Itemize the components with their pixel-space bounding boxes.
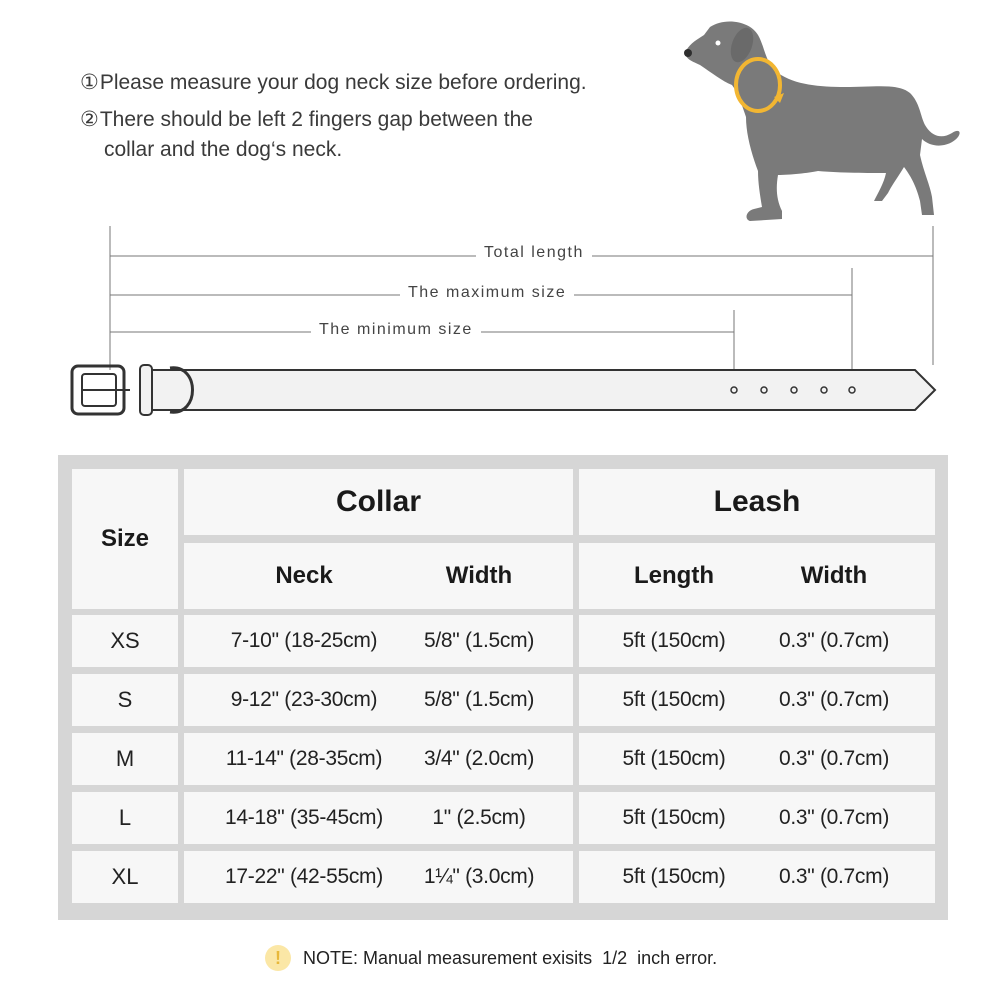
warning-icon: !: [265, 945, 291, 971]
instruction-1-text: Please measure your dog neck size before ordering.: [99, 71, 587, 94]
collar-diagram: [0, 220, 1000, 430]
instruction-2-text-b: collar and the dog‘s neck.: [104, 138, 343, 161]
instruction-1: [80, 68, 587, 98]
leash-width-value: 0.3" (0.7cm): [778, 747, 890, 770]
table-row: [184, 674, 573, 726]
table-row-size: XL: [72, 851, 178, 903]
neck-value: 17-22" (42-55cm): [225, 865, 383, 888]
leash-width-value: 0.3" (0.7cm): [778, 688, 890, 711]
step-number-1: ①: [80, 71, 99, 94]
table-row: [184, 851, 573, 903]
leash-length-value: 5ft (150cm): [622, 806, 726, 829]
instruction-2-text-a: There should be left 2 fingers gap between the: [99, 108, 533, 131]
neck-header: Neck: [275, 562, 333, 589]
minimum-size-label: The minimum size: [311, 321, 481, 339]
table-row: [184, 615, 573, 667]
leash-width-value: 0.3" (0.7cm): [778, 865, 890, 888]
table-row: [579, 851, 935, 903]
collar-subheader-row: [184, 543, 573, 609]
neck-value: 11-14" (28-35cm): [225, 747, 383, 770]
table-row: [579, 733, 935, 785]
table-row-size: XS: [72, 615, 178, 667]
leash-width-value: 0.3" (0.7cm): [778, 629, 890, 652]
neck-value: 14-18" (35-45cm): [225, 806, 383, 829]
collar-width-value: 1¼" (3.0cm): [423, 865, 535, 888]
leash-length-value: 5ft (150cm): [622, 629, 726, 652]
leash-length-value: 5ft (150cm): [622, 865, 726, 888]
collar-width-header: Width: [445, 562, 513, 589]
step-number-2: ②: [80, 108, 99, 131]
collar-width-value: 3/4" (2.0cm): [423, 747, 535, 770]
table-row-size: S: [72, 674, 178, 726]
note-text: NOTE: Manual measurement exisits 1/2 inch error.: [303, 947, 718, 968]
leash-length-value: 5ft (150cm): [622, 747, 726, 770]
size-table: [58, 455, 948, 920]
table-row: [184, 792, 573, 844]
neck-value: 9-12" (23-30cm): [230, 688, 378, 711]
leash-width-header: Width: [800, 562, 868, 589]
dog-icon: [670, 15, 970, 230]
measurement-note: [265, 944, 717, 972]
collar-header: Collar: [184, 469, 573, 535]
collar-width-value: 1" (2.5cm): [432, 806, 526, 829]
leash-subheader-row: [579, 543, 935, 609]
table-row: [579, 674, 935, 726]
leash-length-header: Length: [634, 562, 714, 589]
leash-length-value: 5ft (150cm): [622, 688, 726, 711]
table-row: [579, 615, 935, 667]
collar-width-value: 5/8" (1.5cm): [423, 688, 535, 711]
leash-header: Leash: [579, 469, 935, 535]
collar-width-value: 5/8" (1.5cm): [423, 629, 535, 652]
neck-value: 7-10" (18-25cm): [230, 629, 378, 652]
leash-width-value: 0.3" (0.7cm): [778, 806, 890, 829]
maximum-size-label: The maximum size: [400, 284, 574, 302]
instruction-2: [80, 105, 640, 165]
table-row: [184, 733, 573, 785]
total-length-label: Total length: [476, 244, 592, 262]
table-row-size: M: [72, 733, 178, 785]
size-header: Size: [72, 469, 178, 609]
table-row: [579, 792, 935, 844]
table-row-size: L: [72, 792, 178, 844]
